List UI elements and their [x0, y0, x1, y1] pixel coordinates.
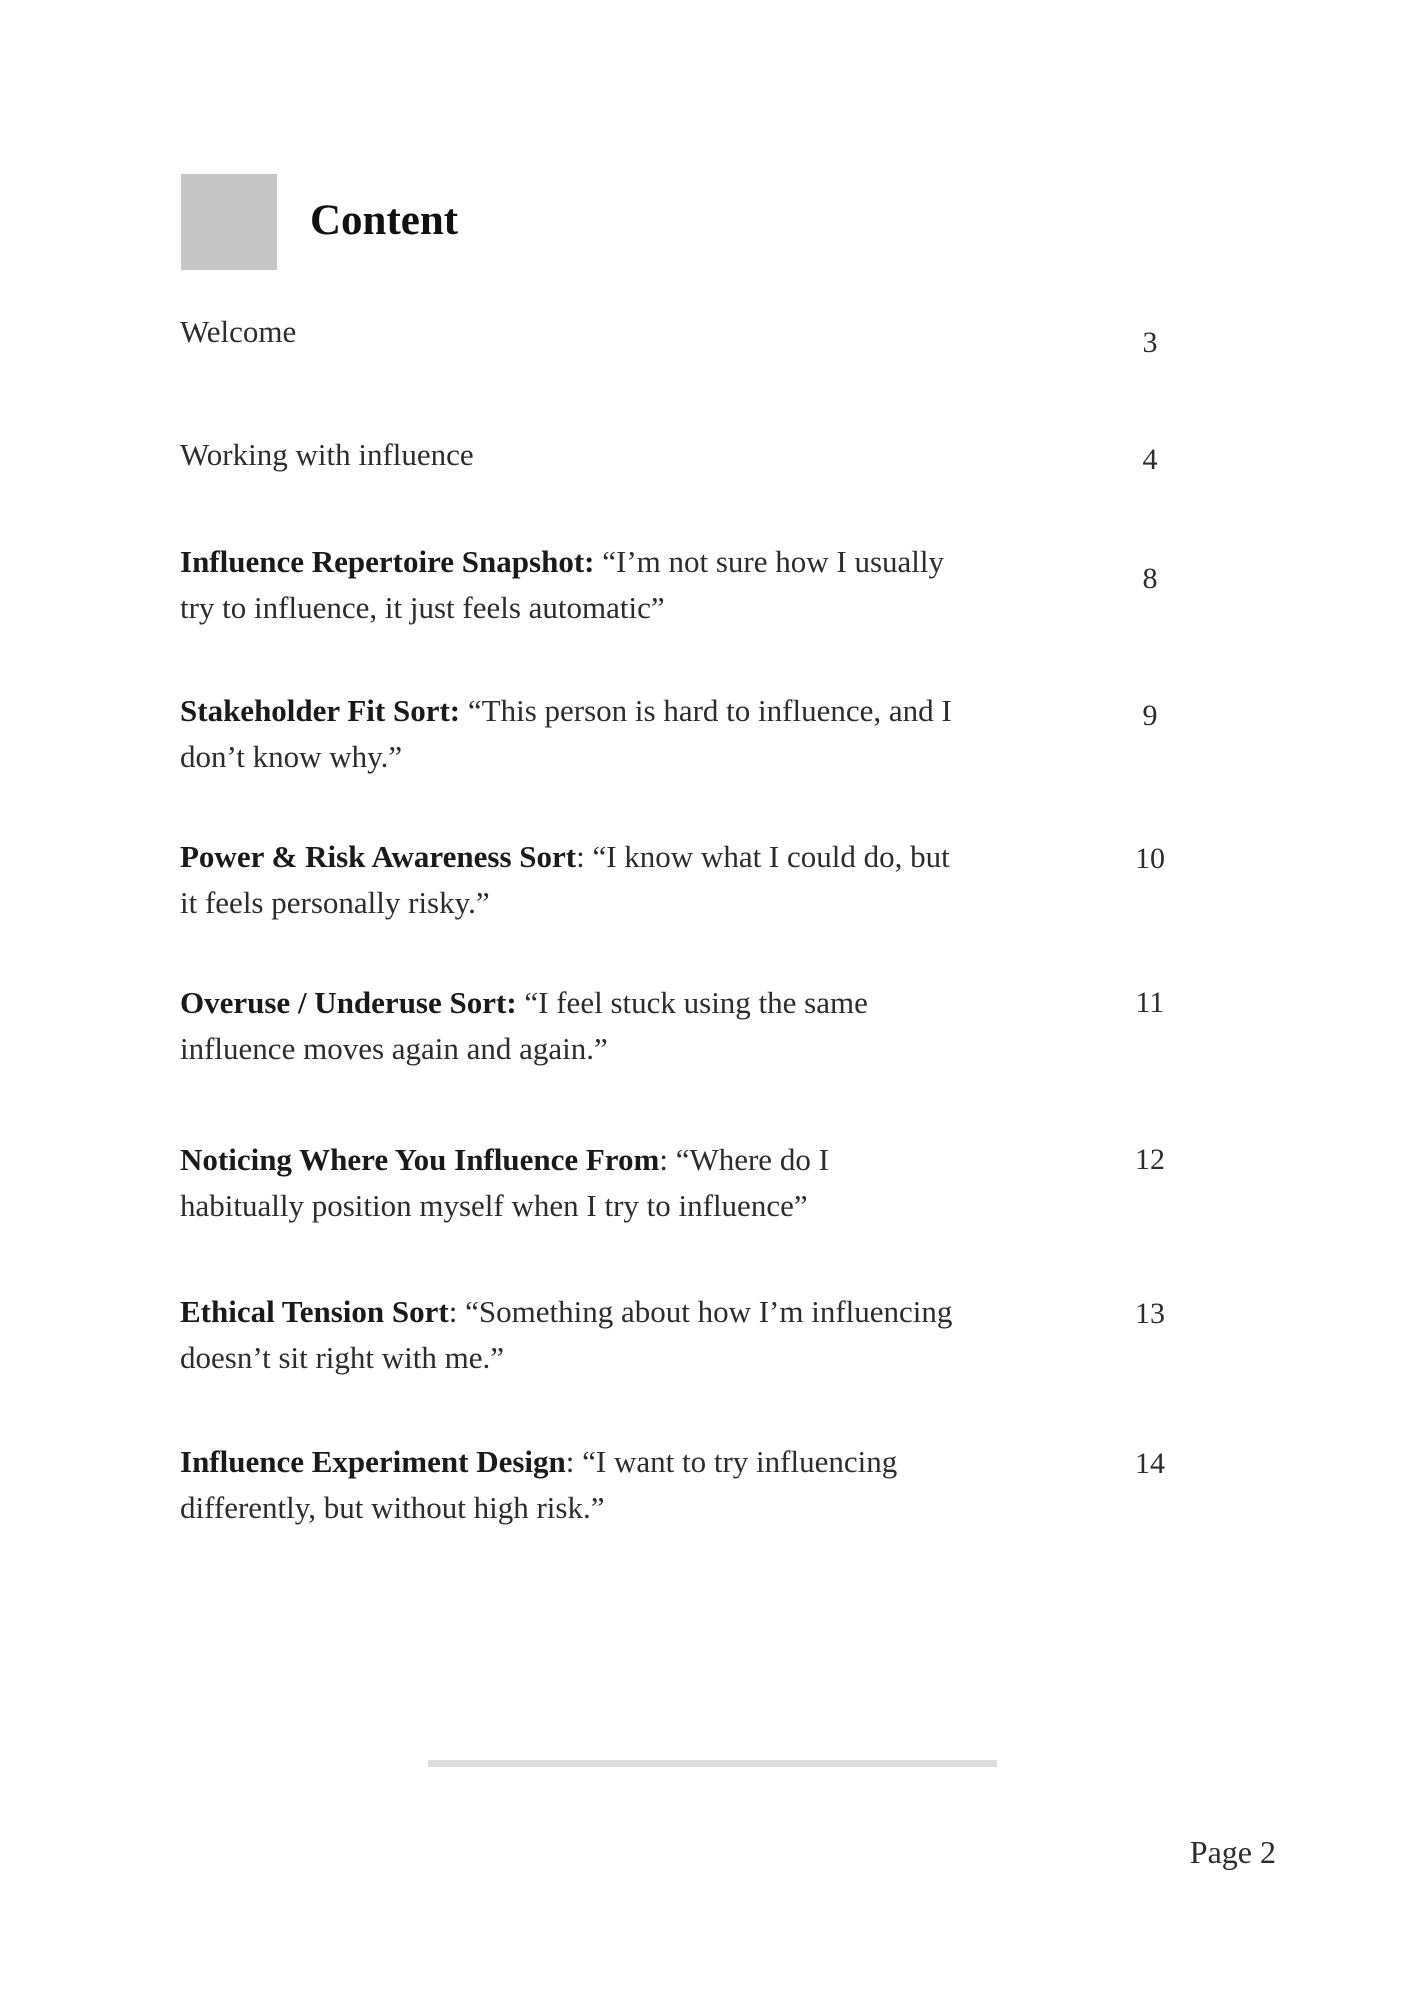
toc-entry-text: : “Something about how I’m influencing doesn’t sit right with me.” [180, 1294, 953, 1375]
toc-entry-influence-repertoire-snapshot[interactable] [180, 539, 960, 631]
toc-page-number: 9 [1142, 699, 1158, 732]
toc-page-number: 10 [1135, 842, 1165, 875]
toc-entry-welcome[interactable] [180, 309, 960, 355]
footer-divider [428, 1760, 997, 1767]
toc-entry-text: Working with influence [180, 437, 474, 472]
toc-entry-title: Stakeholder Fit Sort: [180, 693, 461, 728]
toc-entry-title: Noticing Where You Influence From [180, 1142, 660, 1177]
toc-entry-influence-experiment-design[interactable] [180, 1439, 960, 1531]
toc-page-number: 3 [1142, 326, 1158, 359]
toc-entry-text: “This person is hard to influence, and I don’t know why.” [180, 693, 952, 774]
toc-entry-power-risk-awareness-sort[interactable] [180, 834, 960, 926]
toc-entry-title: Ethical Tension Sort [180, 1294, 449, 1329]
toc-page-number: 14 [1135, 1447, 1165, 1480]
page-number-footer: Page 2 [1189, 1834, 1276, 1870]
toc-entry-noticing-where-you-influence-from[interactable] [180, 1137, 960, 1229]
toc-page-number: 13 [1135, 1297, 1165, 1330]
page-title: Content [310, 197, 459, 244]
header-decorative-square [181, 174, 277, 270]
toc-entry-text: : “I know what I could do, but it feels personally risky.” [180, 839, 950, 920]
toc-entry-title: Power & Risk Awareness Sort [180, 839, 577, 874]
toc-entry-ethical-tension-sort[interactable] [180, 1289, 960, 1381]
toc-entry-title: Overuse / Underuse Sort: [180, 985, 517, 1020]
toc-entry-overuse-underuse-sort[interactable] [180, 980, 960, 1072]
toc-page-number: 4 [1142, 443, 1158, 476]
toc-entry-text: “I’m not sure how I usually try to influence, it just feels automatic” [180, 544, 945, 625]
toc-entry-stakeholder-fit-sort[interactable] [180, 688, 960, 780]
toc-page-number: 11 [1135, 986, 1165, 1019]
toc-entry-text: Welcome [180, 314, 297, 349]
toc-entry-title: Influence Repertoire Snapshot: [180, 544, 595, 579]
toc-entry-text: : “Where do I habitually position myself when I try to influence” [180, 1142, 829, 1223]
toc-entry-text: : “I want to try influencing differently, but without high risk.” [180, 1444, 898, 1525]
toc-page-number: 8 [1142, 562, 1158, 595]
toc-entry-working-with-influence[interactable] [180, 432, 960, 478]
toc-entry-title: Influence Experiment Design [180, 1444, 566, 1479]
toc-page-number: 12 [1135, 1143, 1165, 1176]
toc-entry-text: “I feel stuck using the same influence moves again and again.” [180, 985, 868, 1066]
